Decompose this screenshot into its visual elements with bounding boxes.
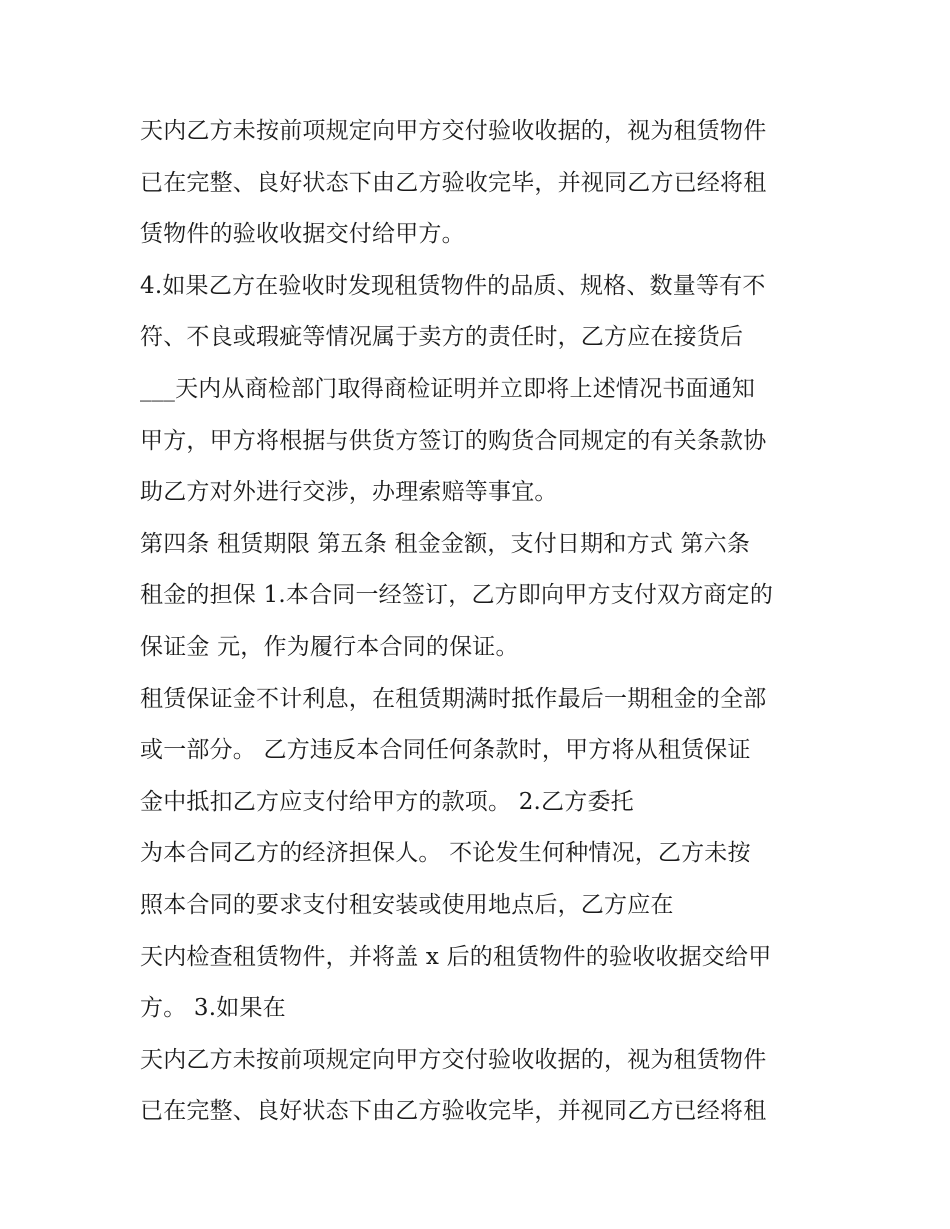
text-line: 赁物件的验收收据交付给甲方。 bbox=[140, 221, 465, 248]
text-line: ___天内从商检部门取得商检证明并立即将上述情况书面通知 bbox=[140, 375, 756, 402]
text-line: 助乙方对外进行交涉，办理索赔等事宜。 bbox=[140, 479, 558, 506]
text-line: 已在完整、良好状态下由乙方验收完毕，并视同乙方已经将租 bbox=[140, 1098, 767, 1125]
text-line: 天内乙方未按前项规定向甲方交付验收收据的，视为租赁物件 bbox=[140, 118, 767, 144]
text-line: 金中抵扣乙方应支付给甲方的款项。 2.乙方委托 bbox=[140, 788, 634, 815]
text-line: 4.如果乙方在验收时发现租赁物件的品质、规格、数量等有不 bbox=[140, 272, 766, 299]
text-line: 第四条 租赁期限 第五条 租金金额，支付日期和方式 第六条 bbox=[140, 530, 751, 557]
text-line: 租金的担保 1.本合同一经签订，乙方即向甲方支付双方商定的 bbox=[140, 582, 774, 609]
text-line: 已在完整、良好状态下由乙方验收完毕，并视同乙方已经将租 bbox=[140, 169, 767, 196]
text-line: 或一部分。 乙方违反本合同任何条款时，甲方将从租赁保证 bbox=[140, 737, 751, 764]
text-line: 租赁保证金不计利息，在租赁期满时抵作最后一期租金的全部 bbox=[140, 685, 767, 712]
text-line: 符、不良或瑕疵等情况属于卖方的责任时，乙方应在接货后 bbox=[140, 324, 744, 351]
contract-text bbox=[140, 106, 820, 1138]
text-line: 为本合同乙方的经济担保人。 不论发生何种情况，乙方未按 bbox=[140, 840, 751, 867]
text-line: 甲方，甲方将根据与供货方签订的购货合同规定的有关条款协 bbox=[140, 427, 767, 454]
text-line: 保证金 元，作为履行本合同的保证。 bbox=[140, 633, 519, 660]
text-line: 方。 3.如果在 bbox=[140, 995, 286, 1022]
text-line: 天内检查租赁物件，并将盖 x 后的租赁物件的验收收据交给甲 bbox=[140, 943, 772, 970]
text-line: 照本合同的要求支付租安装或使用地点后，乙方应在 bbox=[140, 891, 674, 918]
text-line: 天内乙方未按前项规定向甲方交付验收收据的，视为租赁物件 bbox=[140, 1046, 767, 1073]
